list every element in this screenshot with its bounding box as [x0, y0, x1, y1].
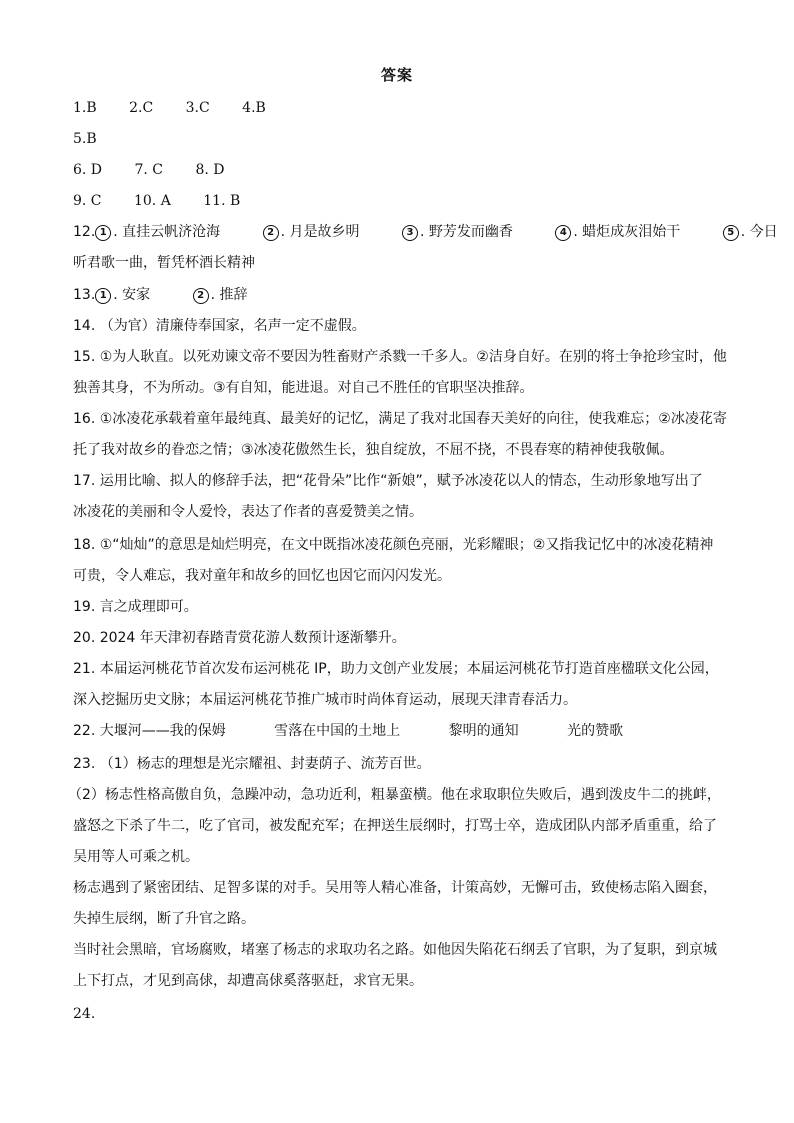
answer-14: 14. （为官）清廉侍奉国家，名声一定不虚假。 — [73, 318, 366, 334]
answer-23-part-4-line-2: 上下打点，才见到高俅，却遭高俅奚落驱赶，求官无果。 — [73, 973, 423, 989]
answer-17-line-2: 冰凌花的美丽和令人爱怜，表达了作者的喜爱赞美之情。 — [73, 504, 423, 520]
answer-12-line-1: 12. 1 . 直挂云帆济沧海 2 . 月是故乡明 3 . 野芳发而幽香 4 . 蜡炬成灰泪始干 5 . 今日 — [73, 224, 778, 240]
answer-21-line-1: 21. 本届运河桃花节首次发布运河桃花 IP，助力文创产业发展；本届运河桃花节打造首座楹联文化公园， — [73, 661, 719, 677]
answer-15-line-1: 15. ①为人耿直。以死劝谏文帝不要因为牲畜财产杀戮一千多人。②洁身自好。在别的将士争抢珍宝时，他 — [73, 349, 727, 365]
answers-9-11 — [73, 191, 240, 211]
answer-23-part-2-line-1: （2）杨志性格高傲自负，急躁冲动，急功近利，粗暴蛮横。他在求取职位失败后，遇到泼皮牛二的挑衅， — [68, 787, 721, 803]
answer-23-part-3-line-1: 杨志遇到了紧密团结、足智多谋的对手。吴用等人精心准备，计策高妙，无懈可击，致使杨志陷入圈套， — [73, 880, 717, 896]
answer-23-part-3-line-2: 失掉生辰纲，断了升官之路。 — [73, 911, 255, 927]
answer-12-line-2: 听君歌一曲，暂凭杯酒长精神 — [73, 255, 255, 271]
circled-number-icon: 1 — [95, 225, 111, 241]
circled-number-icon: 4 — [555, 225, 571, 241]
answer-10: 10. A — [133, 193, 171, 209]
answer-4: 4.B — [242, 100, 266, 116]
answer-22: 22. 大堰河——我的保姆 雪落在中国的土地上 黎明的通知 光的赞歌 — [73, 723, 624, 739]
answer-16-line-1: 16. ①冰凌花承载着童年最纯真、最美好的记忆，满足了我对北国春天美好的向往，使我难忘；②冰凌花寄 — [73, 411, 727, 427]
answer-6: 6. D — [73, 162, 103, 178]
page-title: 答案 — [380, 66, 413, 84]
answer-2: 2.C — [129, 100, 154, 116]
answer-5: 5.B — [73, 131, 97, 147]
answer-23-part-2-line-2: 盛怒之下杀了牛二，吃了官司，被发配充军；在押送生辰纲时，打骂士卒，造成团队内部矛盾重重，给了 — [73, 818, 717, 834]
answer-20: 20. 2024 年天津初春踏青赏花游人数预计逐渐攀升。 — [73, 630, 406, 646]
answer-17-line-1: 17. 运用比喻、拟人的修辞手法，把“花骨朵”比作“新娘”，赋予冰凌花以人的情态，生动形象地写出了 — [73, 473, 703, 489]
answer-21-line-2: 深入挖掘历史文脉；本届运河桃花节推广城市时尚体育运动，展现天津青春活力。 — [73, 692, 577, 708]
answer-11: 11. B — [203, 193, 241, 209]
answer-16-line-2: 托了我对故乡的眷恋之情；③冰凌花傲然生长，独自绽放，不屈不挠，不畏春寒的精神使我敬佩。 — [73, 442, 674, 458]
answer-3: 3.C — [185, 100, 210, 116]
circled-number-icon: 3 — [402, 225, 418, 241]
answer-15-line-2: 独善其身，不为所动。③有自知，能进退。对自己不胜任的官职坚决推辞。 — [73, 380, 534, 396]
answer-13: 13. 1 . 安家 2 . 推辞 — [73, 287, 248, 303]
answers-1-4 — [73, 98, 266, 118]
answer-9: 9. C — [73, 193, 102, 209]
circled-number-icon: 1 — [95, 288, 111, 304]
answer-24: 24. — [73, 1006, 96, 1022]
answer-23-part-1: 23. （1）杨志的理想是光宗耀祖、封妻荫子、流芳百世。 — [73, 756, 431, 772]
answer-7: 7. C — [134, 162, 164, 178]
answer-19: 19. 言之成理即可。 — [73, 599, 198, 615]
circled-number-icon: 2 — [263, 225, 279, 241]
answer-23-part-2-line-3: 吴用等人可乘之机。 — [73, 849, 199, 865]
circled-number-icon: 2 — [193, 288, 209, 304]
answer-18-line-1: 18. ①“灿灿”的意思是灿烂明亮，在文中既指冰凌花颜色亮丽，光彩耀眼；②又指我记忆中的冰凌花精神 — [73, 537, 714, 553]
circled-number-icon: 5 — [723, 225, 739, 241]
answer-23-part-4-line-1: 当时社会黑暗，官场腐败，堵塞了杨志的求取功名之路。如他因失陷花石纲丢了官职，为了复职，到京城 — [73, 942, 717, 958]
answer-18-line-2: 可贵，令人难忘，我对童年和故乡的回忆也因它而闪闪发光。 — [73, 568, 451, 584]
answer-8: 8. D — [195, 162, 225, 178]
answer-1: 1.B — [73, 100, 97, 116]
answers-6-8 — [73, 160, 225, 180]
